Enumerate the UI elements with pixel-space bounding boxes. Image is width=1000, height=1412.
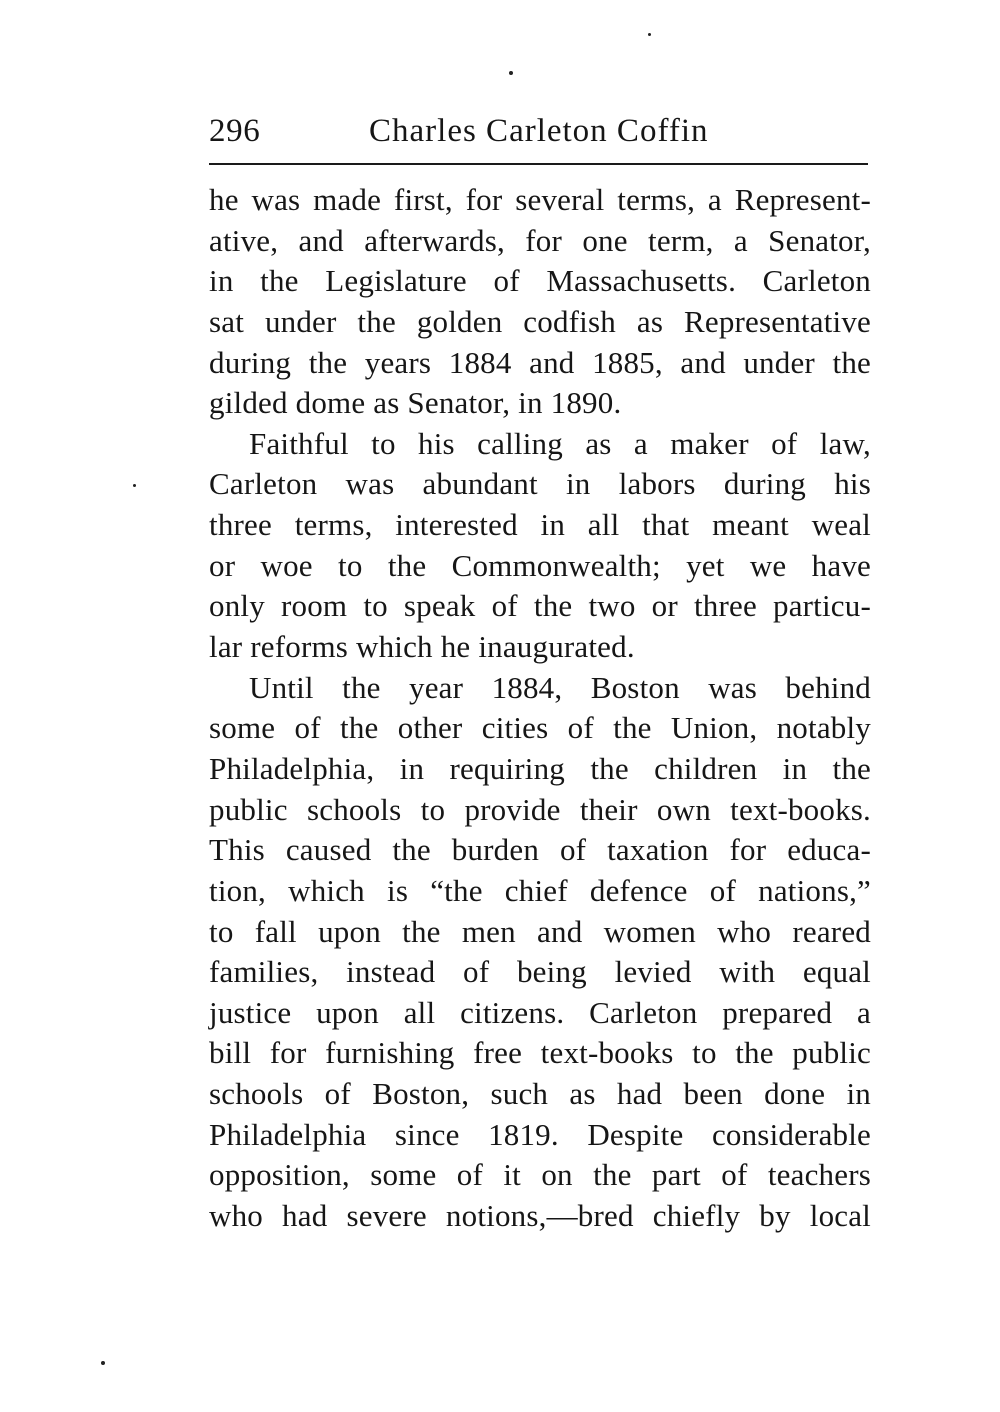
text-line: lar reforms which he inaugurated. xyxy=(209,629,635,665)
text-line: he was made first, for several terms, a Represent- xyxy=(209,182,871,217)
text-line: public schools to provide their own text-books. xyxy=(209,791,871,827)
text-line: gilded dome as Senator, in 1890. xyxy=(209,385,622,421)
text-line: during the years 1884 and 1885, and under the xyxy=(209,344,871,380)
print-speck xyxy=(648,33,651,36)
text-line: Faithful to his calling as a maker of law, xyxy=(249,425,871,461)
text-line: justice upon all citizens. Carleton prepared a xyxy=(209,994,871,1030)
page-header xyxy=(209,106,869,156)
text-line: to fall upon the men and women who reared xyxy=(209,913,871,949)
text-line: This caused the burden of taxation for educa- xyxy=(209,832,871,868)
print-speck xyxy=(509,71,513,75)
text-line: opposition, some of it on the part of teachers xyxy=(209,1157,871,1193)
text-line: bill for furnishing free text-books to the public xyxy=(209,1035,871,1071)
running-title: Charles Carleton Coffin xyxy=(369,113,709,149)
print-speck xyxy=(101,1361,105,1365)
text-line: Carleton was abundant in labors during his xyxy=(209,466,871,502)
text-line: Philadelphia, in requiring the children in the xyxy=(209,750,871,786)
text-line: families, instead of being levied with equal xyxy=(209,954,871,990)
text-line: who had severe notions,—bred chiefly by local xyxy=(209,1198,871,1234)
text-line: three terms, interested in all that meant weal xyxy=(209,507,871,543)
text-line: Until the year 1884, Boston was behind xyxy=(249,669,871,705)
text-line: only room to speak of the two or three particu- xyxy=(209,588,871,624)
page-number: 296 xyxy=(209,113,261,149)
text-line: some of the other cities of the Union, notably xyxy=(209,710,871,746)
print-speck xyxy=(133,484,136,487)
text-line: schools of Boston, such as had been done in xyxy=(209,1076,871,1112)
text-line: tion, which is “the chief defence of nations,” xyxy=(209,872,871,908)
text-line: ative, and afterwards, for one term, a Senator, xyxy=(209,222,871,258)
body-text xyxy=(209,180,871,1237)
text-line: sat under the golden codfish as Representative xyxy=(209,303,871,339)
text-line: Philadelphia since 1819. Despite considerable xyxy=(209,1116,871,1152)
header-rule xyxy=(209,163,868,165)
text-line: or woe to the Commonwealth; yet we have xyxy=(209,547,871,583)
text-line: in the Legislature of Massachusetts. Carleton xyxy=(209,263,871,299)
